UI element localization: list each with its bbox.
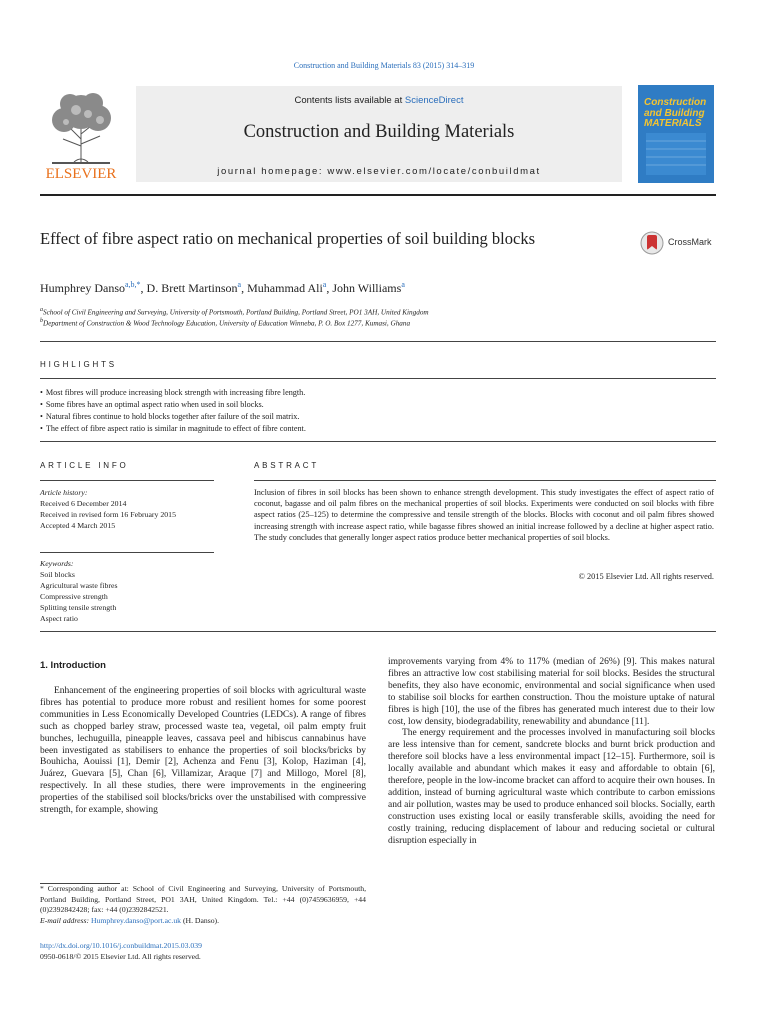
highlight-item: • Most fibres will produce increasing block strength with increasing fibre length. xyxy=(40,387,306,399)
author-name[interactable]: D. Brett Martinson xyxy=(146,281,238,295)
keyword-item: Agricultural waste fibres xyxy=(40,581,118,590)
author-affiliation-marker[interactable]: a xyxy=(322,280,327,289)
elsevier-logo xyxy=(38,84,124,182)
crossmark-label: CrossMark xyxy=(668,237,712,247)
keyword-item: Aspect ratio xyxy=(40,614,78,623)
homepage-prefix: journal homepage: xyxy=(217,166,328,177)
abstract-text: Inclusion of fibres in soil blocks has been shown to enhance strength development. This study investigates the effect of aspect ratio of coconut, bagasse and oil palm fibres on the mechanical properties of soil blocks. Experiments were conducted on soil blocks with fibre aspect ratios (25–125) to determine the compressive and tensile strength of the blocks. Blocks with coconut and oil palm fibres showed increasing strength with increase aspect ratio, while bagasse fibres showed an initial increase followed by a decline at higher aspect ratio. The study concludes that generally longer aspect ratios produce better mechanical properties of soil blocks. xyxy=(254,488,714,542)
section-heading-introduction: 1. Introduction xyxy=(40,660,106,671)
article-title: Effect of fibre aspect ratio on mechanical properties of soil building blocks xyxy=(40,229,535,248)
section-rule xyxy=(254,480,716,481)
body-right-column xyxy=(388,657,715,848)
doi-link[interactable]: http://dx.doi.org/10.1016/j.conbuildmat.2015.03.039 xyxy=(40,941,202,950)
body-left-column: Enhancement of the engineering properties of soil blocks with agricultural waste fibres has potential to produce more robust and resilient homes for some poorest communities in Less Economically Developed Countries (LEDCs). A range of fibres such as chopped barley straw, processed waste tea, vegetal, oil palm empty fruit bunches, lechuguilla, pineapple leaves, cassava peel and hibiscus cannabinus have been investigated as stabilisers to enhance the properties of soil blocks/bricks by Bouhicha, Aouissi [1], Demir [2], Achenza and Fenu [3], Kolop, Haziman [4], Juárez, Guevara [5], Chan [6], Villamizar, Araque [7] and Millogo, Morel [8], respectively. In all these studies, there were improvements in the engineering properties of the stabilised soil blocks/bricks over the unstabilised with compressive strength, for example, showing xyxy=(40,686,366,816)
highlight-item: • Some fibres have an optimal aspect ratio when used in soil blocks. xyxy=(40,399,306,411)
body-paragraph: improvements varying from 4% to 117% (median of 26%) [9]. This makes natural fibres an attractive low cost stabilising material for soil blocks. Besides the structural benefits, they also have economic, environmental and social significance when used to stabilise soil blocks for earthen construction. Thou the moisture uptake of natural fibres is high [10], the use of the fibres has generated much interest due to their low cost, low density, biodegradability, renewability and abundance [11]. xyxy=(388,657,715,727)
homepage-url-link[interactable]: www.elsevier.com/locate/conbuildmat xyxy=(327,166,541,177)
elsevier-wordmark: ELSEVIER xyxy=(45,166,117,182)
body-paragraph: The energy requirement and the processes involved in manufacturing soil blocks are less intensive than for cement, sandcrete blocks and burnt brick production and therefore soil blocks have a less environmental impact [12–15]. Furthermore, soil is locally available and abundant which makes it easy and affordable to obtain [6], therefore, people in the low-income bracket can afford to acquire their own houses. In addition, instead of burning agricultural waste which contribute to carbon emissions and air pollution, wastes may be used to produce enhanced soil blocks. Socially, earth construction uses existing local or easily transferable skills, avoiding the need for costly training, reducing displacement of labour and reducing societal or cultural disruption especially in xyxy=(388,728,715,846)
corresponding-author-footnote xyxy=(40,884,366,926)
author-name[interactable]: John Williams xyxy=(332,281,402,295)
journal-reference-link[interactable]: Construction and Building Materials 83 (2015) 314–319 xyxy=(293,61,475,70)
footnote-text: * Corresponding author at: School of Civil Engineering and Surveying, University of Portsmouth, Portland Building, Portland Street, PO1 3AH, United Kingdom. Tel.: +44 (0)7459636959, +44 (0)2392842428; fax: +44 (0)2392842521. xyxy=(40,884,366,914)
contents-line xyxy=(136,95,622,106)
article-info-heading: ARTICLE INFO xyxy=(40,461,129,470)
article-history xyxy=(40,487,176,531)
cover-graphic xyxy=(646,133,706,175)
affiliation-b: $^b$Department of Construction & Wood Technology Education, University of Education Winneba, P. O. Box 1277, Kumasi, Ghana xyxy=(40,318,411,328)
section-rule xyxy=(40,552,214,553)
section-rule xyxy=(40,631,716,632)
highlight-item: • Natural fibres continue to hold blocks together after failure of the soil matrix. xyxy=(40,411,306,423)
section-rule xyxy=(40,480,214,481)
email-suffix: (H. Danso). xyxy=(181,915,220,925)
email-label: E-mail address: xyxy=(40,915,91,925)
author-list: Humphrey Danso$^{a,b,*}$, D. Brett Martinson$^a$, Muhammad Ali$^a$, John Williams$^a$ xyxy=(40,280,405,295)
author-affiliation-marker[interactable]: a,b,* xyxy=(124,280,141,289)
highlights-heading: HIGHLIGHTS xyxy=(40,360,117,369)
crossmark-badge[interactable] xyxy=(640,230,720,256)
section-rule xyxy=(40,341,716,342)
history-label: Article history: xyxy=(40,488,88,497)
keyword-item: Splitting tensile strength xyxy=(40,603,117,612)
crossmark-icon xyxy=(640,230,664,256)
author-affiliation-marker[interactable]: a xyxy=(237,280,242,289)
abstract-copyright: © 2015 Elsevier Ltd. All rights reserved. xyxy=(578,572,714,581)
cover-title: Construction and Building MATERIALS xyxy=(644,97,707,129)
contents-prefix: Contents lists available at xyxy=(294,95,405,106)
highlights-list xyxy=(40,387,306,435)
affiliation-a: $^a$School of Civil Engineering and Surveying, University of Portsmouth, Portland Building, Portland Street, PO1 3AH, United Kingdom xyxy=(40,307,429,317)
highlight-item: • The effect of fibre aspect ratio is similar in magnitude to effect of fibre content. xyxy=(40,423,306,435)
history-item: Received 6 December 2014 xyxy=(40,499,127,508)
author-name[interactable]: Muhammad Ali xyxy=(247,281,323,295)
journal-homepage-line xyxy=(136,166,622,177)
journal-title: Construction and Building Materials xyxy=(243,122,515,142)
section-rule xyxy=(40,378,716,379)
author-name[interactable]: Humphrey Danso xyxy=(40,281,125,295)
keywords xyxy=(40,558,118,624)
author-affiliation-marker[interactable]: a xyxy=(401,280,405,289)
abstract-heading: ABSTRACT xyxy=(254,461,320,470)
history-item: Received in revised form 16 February 2015 xyxy=(40,510,176,519)
issn-line: 0950-0618/© 2015 Elsevier Ltd. All rights reserved. xyxy=(40,952,201,961)
keywords-label: Keywords: xyxy=(40,559,74,568)
section-rule xyxy=(40,441,716,442)
sciencedirect-link[interactable]: ScienceDirect xyxy=(404,95,464,106)
history-item: Accepted 4 March 2015 xyxy=(40,521,116,530)
header-rule xyxy=(40,194,716,196)
keyword-item: Compressive strength xyxy=(40,592,108,601)
keyword-item: Soil blocks xyxy=(40,570,75,579)
author-email-link[interactable]: Humphrey.danso@port.ac.uk xyxy=(90,915,182,925)
journal-cover-thumbnail[interactable] xyxy=(638,85,714,183)
